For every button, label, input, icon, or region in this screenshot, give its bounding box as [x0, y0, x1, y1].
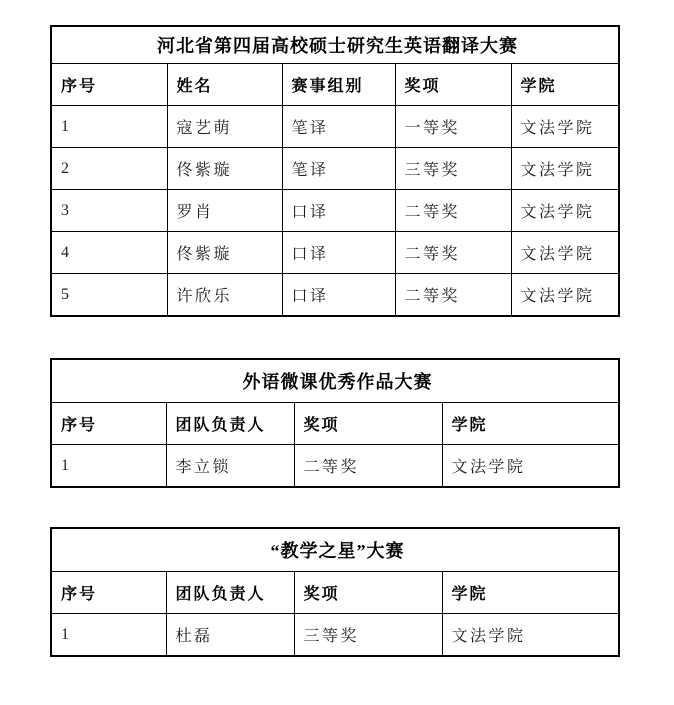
column-header: 奖项	[294, 403, 442, 445]
column-header: 序号	[51, 572, 166, 614]
table-cell: 一等奖	[395, 106, 511, 148]
table-row	[51, 106, 619, 148]
table-cell: 1	[51, 106, 167, 148]
table-cell: 佟紫璇	[167, 148, 282, 190]
table-cell: 文法学院	[511, 190, 619, 232]
table-cell: 文法学院	[511, 232, 619, 274]
table-cell: 笔译	[282, 106, 395, 148]
table-cell: 二等奖	[294, 445, 442, 488]
table-cell: 文法学院	[442, 614, 619, 657]
award-table	[50, 25, 620, 317]
table-row	[51, 274, 619, 317]
table-row	[51, 232, 619, 274]
column-header: 奖项	[395, 64, 511, 106]
table-cell: 文法学院	[442, 445, 619, 488]
column-header: 学院	[442, 403, 619, 445]
table-cell: 2	[51, 148, 167, 190]
table-title-row	[51, 528, 619, 572]
table-title-row	[51, 359, 619, 403]
table-title: “教学之星”大赛	[51, 528, 619, 572]
table-cell: 许欣乐	[167, 274, 282, 317]
column-header: 学院	[511, 64, 619, 106]
table-cell: 口译	[282, 190, 395, 232]
table-cell: 口译	[282, 232, 395, 274]
column-header: 姓名	[167, 64, 282, 106]
table-row	[51, 445, 619, 488]
table-cell: 二等奖	[395, 190, 511, 232]
table-header-row	[51, 403, 619, 445]
column-header: 奖项	[294, 572, 442, 614]
table-title: 河北省第四届高校硕士研究生英语翻译大赛	[51, 26, 619, 64]
table-cell: 罗肖	[167, 190, 282, 232]
table-cell: 5	[51, 274, 167, 317]
table-cell: 李立锁	[166, 445, 294, 488]
table-cell: 文法学院	[511, 148, 619, 190]
table-cell: 寇艺萌	[167, 106, 282, 148]
column-header: 团队负责人	[166, 403, 294, 445]
table-cell: 口译	[282, 274, 395, 317]
table-title: 外语微课优秀作品大赛	[51, 359, 619, 403]
column-header: 序号	[51, 403, 166, 445]
table-cell: 杜磊	[166, 614, 294, 657]
table-cell: 佟紫璇	[167, 232, 282, 274]
table-cell: 文法学院	[511, 106, 619, 148]
table-row	[51, 148, 619, 190]
table-cell: 1	[51, 445, 166, 488]
column-header: 团队负责人	[166, 572, 294, 614]
table-cell: 文法学院	[511, 274, 619, 317]
table-cell: 笔译	[282, 148, 395, 190]
table-cell: 1	[51, 614, 166, 657]
table-cell: 二等奖	[395, 274, 511, 317]
table-header-row	[51, 572, 619, 614]
table-header-row	[51, 64, 619, 106]
table-cell: 三等奖	[395, 148, 511, 190]
table-cell: 3	[51, 190, 167, 232]
table-cell: 三等奖	[294, 614, 442, 657]
table-row	[51, 614, 619, 657]
column-header: 学院	[442, 572, 619, 614]
table-row	[51, 190, 619, 232]
award-table	[50, 527, 620, 657]
table-title-row	[51, 26, 619, 64]
column-header: 赛事组别	[282, 64, 395, 106]
table-cell: 4	[51, 232, 167, 274]
award-table	[50, 358, 620, 488]
column-header: 序号	[51, 64, 167, 106]
table-cell: 二等奖	[395, 232, 511, 274]
